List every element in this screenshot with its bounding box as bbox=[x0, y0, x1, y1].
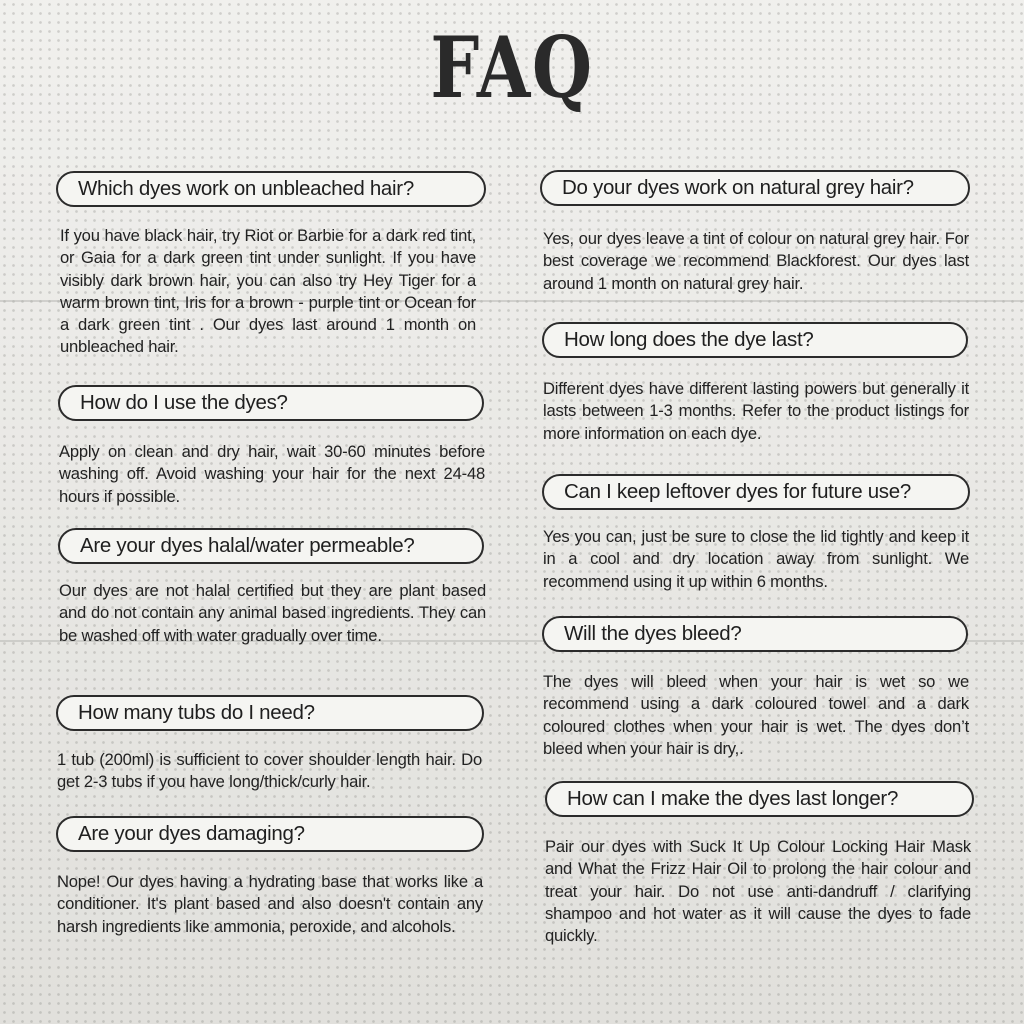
faq-answer: Our dyes are not halal certified but they are plant based and do not contain any animal based ingredients. They can be washed off with water gradually over time. bbox=[59, 581, 486, 645]
faq-question: How can I make the dyes last longer? bbox=[545, 781, 974, 817]
faq-question: Are your dyes halal/water permeable? bbox=[58, 528, 484, 564]
faq-question: Can I keep leftover dyes for future use? bbox=[542, 474, 970, 510]
faq-answer: 1 tub (200ml) is sufficient to cover shoulder length hair. Do get 2-3 tubs if you have long/thick/curly hair. bbox=[57, 750, 482, 792]
faq-question: Will the dyes bleed? bbox=[542, 616, 968, 652]
faq-question: How do I use the dyes? bbox=[58, 385, 484, 421]
faq-answer: The dyes will bleed when your hair is wet so we recommend using a dark coloured towel and a dark coloured clothes when your hair is wet. The dyes don’t bleed when your hair is dry,. bbox=[543, 672, 969, 758]
faq-answer: Yes, our dyes leave a tint of colour on natural grey hair. For best coverage we recommend Blackforest. Our dyes last around 1 month on natural grey hair. bbox=[543, 229, 969, 293]
faq-question: Which dyes work on unbleached hair? bbox=[56, 171, 486, 207]
faq-question: Do your dyes work on natural grey hair? bbox=[540, 170, 970, 206]
page-title: FAQ bbox=[430, 18, 594, 117]
faq-answer: Different dyes have different lasting powers but generally it lasts between 1-3 months. Refer to the product listings for more information on each dye. bbox=[543, 379, 969, 443]
faq-answer: Nope! Our dyes having a hydrating base that works like a conditioner. It's plant based and also doesn't contain any harsh ingredients like ammonia, peroxide, and alcohols. bbox=[57, 872, 483, 936]
faq-answer: If you have black hair, try Riot or Barbie for a dark red tint, or Gaia for a dark green tint under sunlight. If you have visibly dark brown hair, you can also try Hey Tiger for a warm brown tint, Iris for a brown - purple tint or Ocean for a dark green tint . Our dyes last around 1 month on unbleached hair. bbox=[60, 226, 476, 357]
faq-answer: Apply on clean and dry hair, wait 30-60 minutes before washing off. Avoid washing your hair for the next 24-48 hours if possible. bbox=[59, 442, 485, 506]
faq-answer: Pair our dyes with Suck It Up Colour Locking Hair Mask and What the Frizz Hair Oil to prolong the hair colour and treat your hair. Do not use anti-dandruff / clarifying shampoo and hot water as it will cause the dyes to fade quickly. bbox=[545, 837, 971, 946]
faq-question: How many tubs do I need? bbox=[56, 695, 484, 731]
faq-question: Are your dyes damaging? bbox=[56, 816, 484, 852]
faq-question: How long does the dye last? bbox=[542, 322, 968, 358]
faq-answer: Yes you can, just be sure to close the lid tightly and keep it in a cool and dry location away from sunlight. We recommend using it up within 6 months. bbox=[543, 527, 969, 591]
